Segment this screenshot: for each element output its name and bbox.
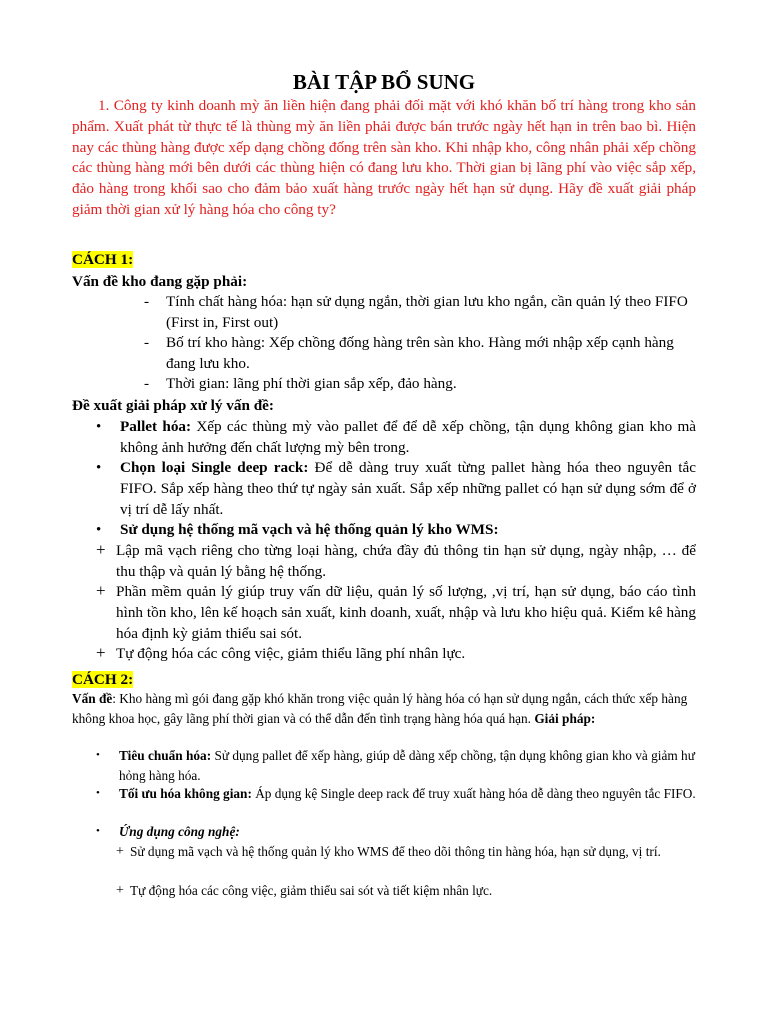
cach2-problem-text: : Kho hàng mì gói đang gặp khó khăn trong việc quản lý hàng hóa có hạn sử dụng ngắn, cách thức xếp hàng không khoa học, gây lãng phí thời gian và có thể dẫn đến tình trạng hàng hóa quá hạn.: [72, 691, 688, 726]
document-title: BÀI TẬP BỔ SUNG: [292, 70, 476, 94]
question-paragraph: [72, 96, 696, 221]
plus-marker: +: [116, 883, 124, 898]
solution-text: Áp dụng kệ Single deep rack để truy xuất hàng hóa dễ dàng theo nguyên tắc FIFO.: [251, 786, 696, 801]
plus-marker: +: [96, 540, 106, 559]
bullet-marker: •: [96, 460, 102, 476]
problem-text: Thời gian: lãng phí thời gian sắp xếp, đảo hàng.: [166, 375, 457, 392]
cach1-heading: CÁCH 1:: [72, 251, 134, 268]
plus-marker: +: [96, 643, 106, 662]
cach1-problem-heading: Vấn đề kho đang gặp phải:: [72, 273, 248, 290]
subpoint-text: Lập mã vạch riêng cho từng loại hàng, chứa đầy đủ thông tin hạn sử dụng, ngày nhập, … để thu thập và quản lý bằng hệ thống.: [116, 542, 696, 580]
bullet-marker: •: [96, 825, 100, 837]
solution-text: Sử dụng pallet để xếp hàng, giúp dễ dàng xếp chồng, tận dụng không gian kho và giảm hư hỏng hàng hóa.: [119, 748, 695, 783]
solution-title: Tiêu chuẩn hóa:: [119, 748, 212, 763]
solution-title: Sử dụng hệ thống mã vạch và hệ thống quản lý kho WMS:: [120, 521, 499, 538]
solution-title: Tối ưu hóa không gian:: [119, 786, 252, 801]
cach1-solution-heading: Đề xuất giải pháp xử lý vấn đề:: [72, 397, 274, 414]
cach2-problem-label: Vấn đề: [72, 691, 113, 706]
dash-marker: -: [144, 334, 150, 351]
subpoint-text: Tự động hóa các công việc, giảm thiểu lãng phí nhân lực.: [116, 645, 466, 662]
question-number: 1.: [98, 97, 110, 114]
subpoint-text: Phần mềm quản lý giúp truy vấn dữ liệu, quản lý số lượng, ,vị trí, hạn sử dụng, báo cáo tình hình tồn kho, lên kế hoạch sản xuất, kinh doanh, xuất, nhập và lưu kho hiệu quả. Kiểm kê hàng hóa định kỳ giảm thiểu sai sót.: [116, 583, 696, 642]
problem-text: Bố trí kho hàng: Xếp chồng đống hàng trên sàn kho. Hàng mới nhập xếp cạnh hàng đang lưu kho.: [166, 334, 674, 372]
dash-marker: -: [144, 375, 150, 392]
plus-marker: +: [96, 581, 106, 600]
solution-title: Ứng dụng công nghệ:: [119, 824, 240, 839]
bullet-marker: •: [96, 522, 102, 538]
solution-title: Pallet hóa:: [120, 418, 192, 435]
solution-text: Xếp các thùng mỳ vào pallet để để dễ xếp chồng, tận dụng không gian kho mà không ảnh hưởng đến chất lượng mỳ bên trong.: [120, 418, 696, 456]
plus-marker: +: [116, 844, 124, 859]
cach2-solution-label: Giải pháp:: [534, 710, 596, 726]
solution-text: Để dễ dàng truy xuất từng pallet hàng hóa theo nguyên tắc FIFO. Sắp xếp hàng theo thứ tự ngày sản xuất. Sắp xếp những pallet có hạn sử dụng sớm để ở vị trí dễ lấy nhất.: [120, 459, 696, 518]
bullet-marker: •: [96, 419, 102, 435]
solution-title: Chọn loại Single deep rack:: [120, 459, 309, 476]
problem-text: Tính chất hàng hóa: hạn sử dụng ngắn, thời gian lưu kho ngắn, cần quản lý theo FIFO (First in, First out): [166, 293, 688, 331]
subpoint-text: Tự động hóa các công việc, giảm thiểu sai sót và tiết kiệm nhân lực.: [130, 883, 493, 898]
cach2-problem-paragraph: [72, 689, 696, 728]
subpoint-text: Sử dụng mã vạch và hệ thống quản lý kho WMS để theo dõi thông tin hàng hóa, hạn sử dụng, vị trí.: [130, 844, 661, 859]
bullet-marker: •: [96, 749, 100, 761]
bullet-marker: •: [96, 787, 100, 799]
dash-marker: -: [144, 293, 150, 310]
question-text: Công ty kinh doanh mỳ ăn liền hiện đang phải đối mặt với khó khăn bố trí hàng trong kho sản phẩm. Xuất phát từ thực tế là thùng mỳ ăn liền phải được bán trước ngày hết hạn in trên bao bì. Hiện nay các thùng hàng được xếp dạng chồng đống trên sàn kho. Khi nhập kho, công nhân phải xếp chồng các thùng hàng mới bên dưới các thùng hiện có đang lưu kho. Thời gian bị lãng phí vào việc sắp xếp, đảo hàng trong khối sao cho đảm bảo xuất hàng trước ngày hết hạn sử dụng. Hãy đề xuất giải pháp giảm thời gian xử lý hàng hóa cho công ty?: [72, 97, 697, 218]
cach2-heading: CÁCH 2:: [72, 671, 134, 688]
